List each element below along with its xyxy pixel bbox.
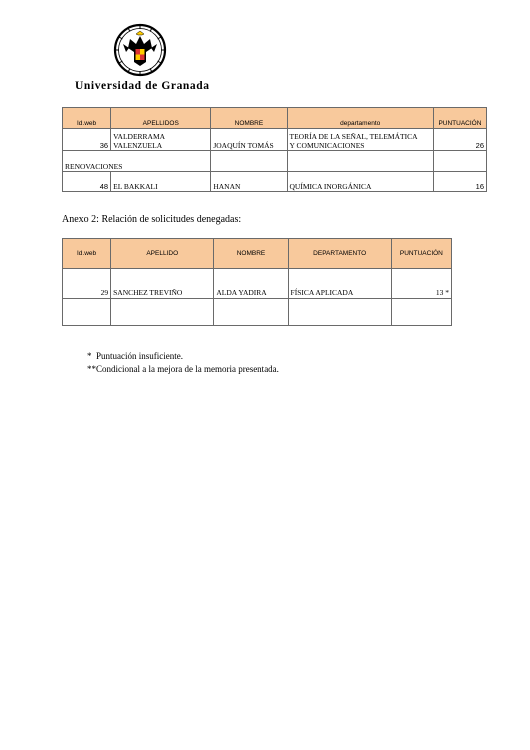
col-header-puntuacion: PUNTUACIÓN bbox=[391, 239, 451, 269]
grants-table bbox=[62, 107, 487, 192]
empty-cell bbox=[391, 299, 451, 326]
table-header-row bbox=[63, 108, 487, 129]
col-header-nombre: NOMBRE bbox=[211, 108, 287, 129]
cell-nombre: ALDA YADIRA bbox=[214, 269, 288, 299]
col-header-nombre: NOMBRE bbox=[214, 239, 288, 269]
col-header-idweb: Id.web bbox=[63, 108, 111, 129]
col-header-apellido: APELLIDO bbox=[111, 239, 214, 269]
cell-puntuacion: 13 * bbox=[391, 269, 451, 299]
empty-cell bbox=[211, 151, 287, 172]
denied-table bbox=[62, 238, 452, 326]
table-row-empty bbox=[63, 299, 452, 326]
dept-line2: Y COMUNICACIONES bbox=[289, 141, 365, 150]
empty-cell bbox=[63, 299, 111, 326]
cell-id: 29 bbox=[63, 269, 111, 299]
table-row bbox=[63, 269, 452, 299]
apellidos-line2: VALENZUELA bbox=[113, 141, 163, 150]
cell-puntuacion: 16 bbox=[433, 172, 486, 192]
cell-nombre: JOAQUÍN TOMÁS bbox=[211, 129, 287, 151]
anexo2-title: Anexo 2: Relación de solicitudes denegadas: bbox=[62, 214, 242, 225]
footnote-condicional: **Condicional a la mejora de la memoria presentada. bbox=[87, 364, 279, 374]
footnotes bbox=[87, 350, 279, 376]
cell-apellidos bbox=[111, 129, 211, 151]
cell-nombre: HANAN bbox=[211, 172, 287, 192]
section-row bbox=[63, 151, 487, 172]
col-header-puntuacion: PUNTUACIÓN bbox=[433, 108, 486, 129]
table-row bbox=[63, 129, 487, 151]
col-header-apellidos: APELLIDOS bbox=[111, 108, 211, 129]
empty-cell bbox=[433, 151, 486, 172]
col-header-departamento: DEPARTAMENTO bbox=[288, 239, 391, 269]
section-label-renovaciones: RENOVACIONES bbox=[63, 151, 211, 172]
col-header-departamento: departamento bbox=[287, 108, 433, 129]
table-header-row bbox=[63, 239, 452, 269]
cell-id: 36 bbox=[63, 129, 111, 151]
cell-id: 48 bbox=[63, 172, 111, 192]
empty-cell bbox=[111, 299, 214, 326]
cell-departamento: FÍSICA APLICADA bbox=[288, 269, 391, 299]
cell-departamento: QUÍMICA INORGÁNICA bbox=[287, 172, 433, 192]
apellidos-line1: VALDERRAMA bbox=[113, 132, 166, 141]
table-row bbox=[63, 172, 487, 192]
footnote-insuficiente: * Puntuación insuficiente. bbox=[87, 351, 183, 361]
cell-apellido: SANCHEZ TREVIÑO bbox=[111, 269, 214, 299]
empty-cell bbox=[288, 299, 391, 326]
empty-cell bbox=[214, 299, 288, 326]
cell-departamento bbox=[287, 129, 433, 151]
empty-cell bbox=[287, 151, 433, 172]
col-header-idweb: Id.web bbox=[63, 239, 111, 269]
cell-apellidos: EL BAKKALI bbox=[111, 172, 211, 192]
cell-puntuacion: 26 bbox=[433, 129, 486, 151]
university-name: Universidad de Granada bbox=[75, 80, 210, 92]
university-crest-logo bbox=[112, 22, 168, 78]
dept-line1: TEORÍA DE LA SEÑAL, TELEMÁTICA bbox=[289, 132, 418, 141]
